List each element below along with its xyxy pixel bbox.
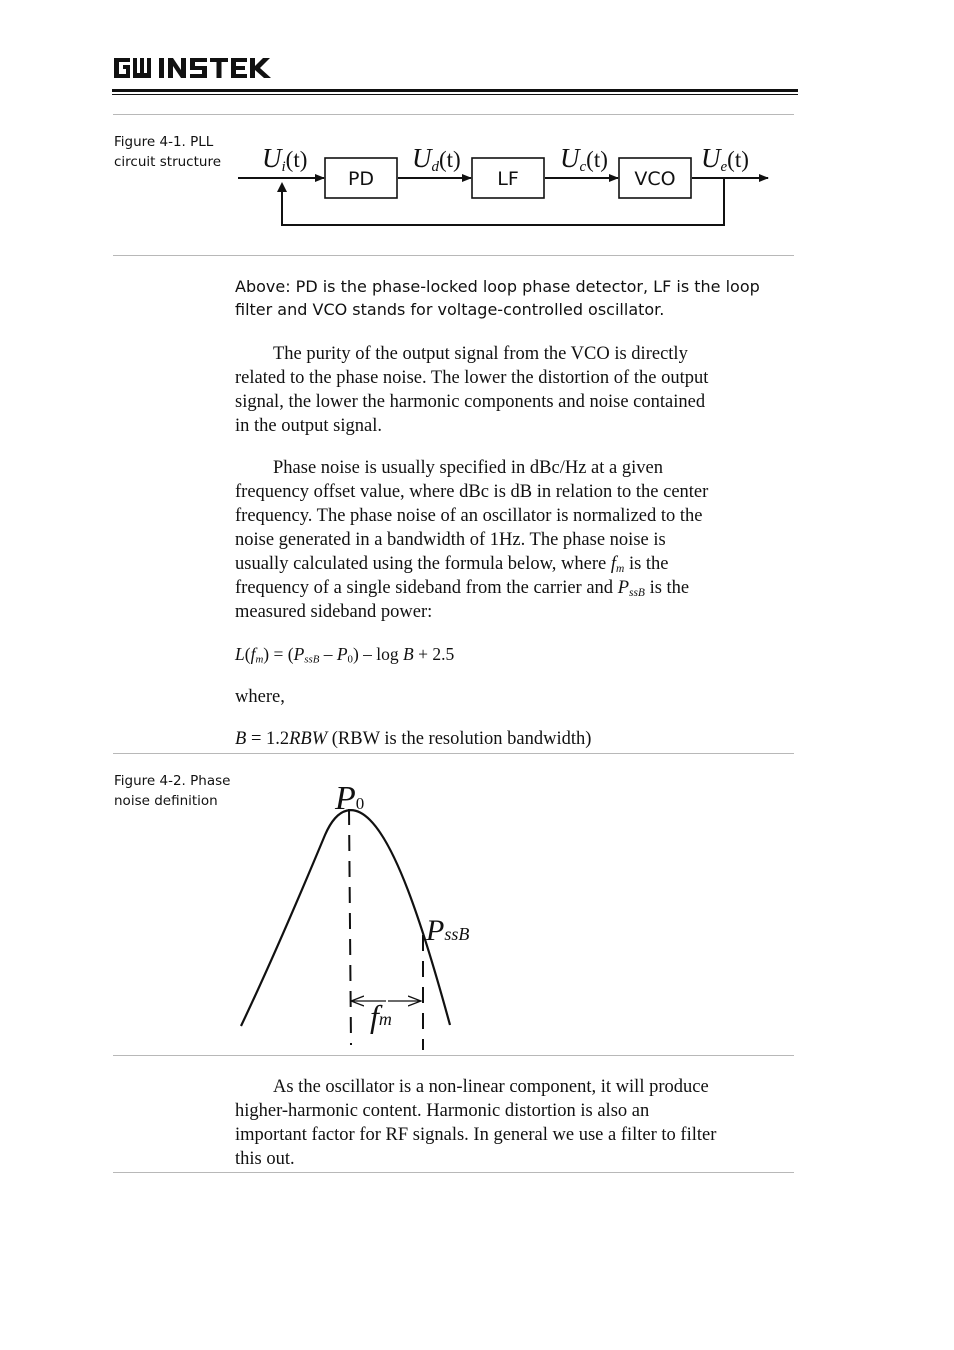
section-divider	[113, 753, 794, 754]
paragraph-purity	[235, 342, 790, 438]
para2-line2: frequency offset value, where dBc is dB in relation to the center	[235, 482, 709, 502]
gw-instek-logo-icon	[112, 52, 277, 84]
paragraph-phase-noise	[235, 456, 790, 624]
phase-noise-diagram	[230, 775, 500, 1050]
pll-block-diagram	[232, 138, 777, 233]
note-line1: Above: PD is the phase-locked loop phase detector, LF is the loop	[235, 277, 760, 296]
block-lf	[472, 158, 544, 198]
peak-label: P0	[335, 780, 365, 817]
figure1-caption	[114, 133, 221, 172]
para3-line1: As the oscillator is a non-linear component, it will produce	[273, 1077, 709, 1097]
label-ud: Ud(t)	[412, 143, 461, 175]
para2-line3: frequency. The phase noise of an oscillator is normalized to the	[235, 506, 703, 526]
section-divider	[113, 114, 794, 115]
block-lf-label: LF	[497, 168, 519, 190]
block-vco	[619, 158, 691, 198]
para3-line4: this out.	[235, 1149, 295, 1169]
header-rule-thick	[112, 89, 798, 92]
figure1-note	[235, 275, 795, 321]
para3-line2: higher-harmonic content. Harmonic distortion is also an	[235, 1101, 650, 1121]
header-rule-thin	[112, 94, 798, 95]
sideband-label: PssB	[426, 914, 470, 947]
phase-noise-formula: $L(f_m) = (P_{ssB} - P_0) - \log B + 2.5$	[235, 644, 455, 666]
paragraph-harmonics	[235, 1075, 790, 1171]
where-label: where,	[235, 687, 285, 707]
figure2-caption-line1: Figure 4-2. Phase	[114, 773, 231, 789]
label-ue: Ue(t)	[701, 143, 749, 175]
feedback-arrow-icon	[277, 182, 287, 192]
para3-line3: important factor for RF signals. In general we use a filter to filter	[235, 1125, 717, 1145]
brand-logo	[112, 52, 277, 84]
figure2-caption-line2: noise definition	[114, 792, 218, 809]
para1-line1: The purity of the output signal from the VCO is directly	[273, 344, 688, 364]
note-line2: filter and VCO stands for voltage-controlled oscillator.	[235, 300, 665, 319]
offset-label: fm	[370, 998, 392, 1034]
para1-line3: signal, the lower the harmonic components and noise contained	[235, 392, 706, 412]
block-pd	[325, 158, 397, 198]
section-divider	[113, 1172, 794, 1173]
figure1-caption-line1: Figure 4-1. PLL	[114, 134, 214, 150]
block-vco-label: VCO	[634, 168, 676, 190]
label-uc: Uc(t)	[560, 143, 608, 175]
para2-line6: frequency of a single sideband from the carrier and $P_{ssB}$ is the	[235, 578, 690, 599]
peak-marker-line	[349, 809, 351, 1045]
para1-line2: related to the phase noise. The lower the distortion of the output	[235, 368, 709, 388]
para2-line1: Phase noise is usually specified in dBc/Hz at a given	[273, 458, 663, 478]
section-divider	[113, 255, 794, 256]
figure2-caption	[114, 772, 230, 811]
block-pd-label: PD	[347, 168, 375, 190]
para2-line7: measured sideband power:	[235, 602, 433, 622]
spectrum-curve	[241, 810, 450, 1026]
section-divider	[113, 1055, 794, 1056]
bandwidth-definition: B = 1.2RBW (RBW is the resolution bandwidth)	[235, 729, 592, 749]
label-ui: Ui(t)	[262, 143, 308, 175]
para1-line4: in the output signal.	[235, 416, 382, 436]
para2-line4: noise generated in a bandwidth of 1Hz. The phase noise is	[235, 530, 666, 550]
figure1-caption-line2: circuit structure	[114, 153, 222, 170]
para2-line5: usually calculated using the formula below, where $f_m$ is the	[235, 554, 669, 575]
